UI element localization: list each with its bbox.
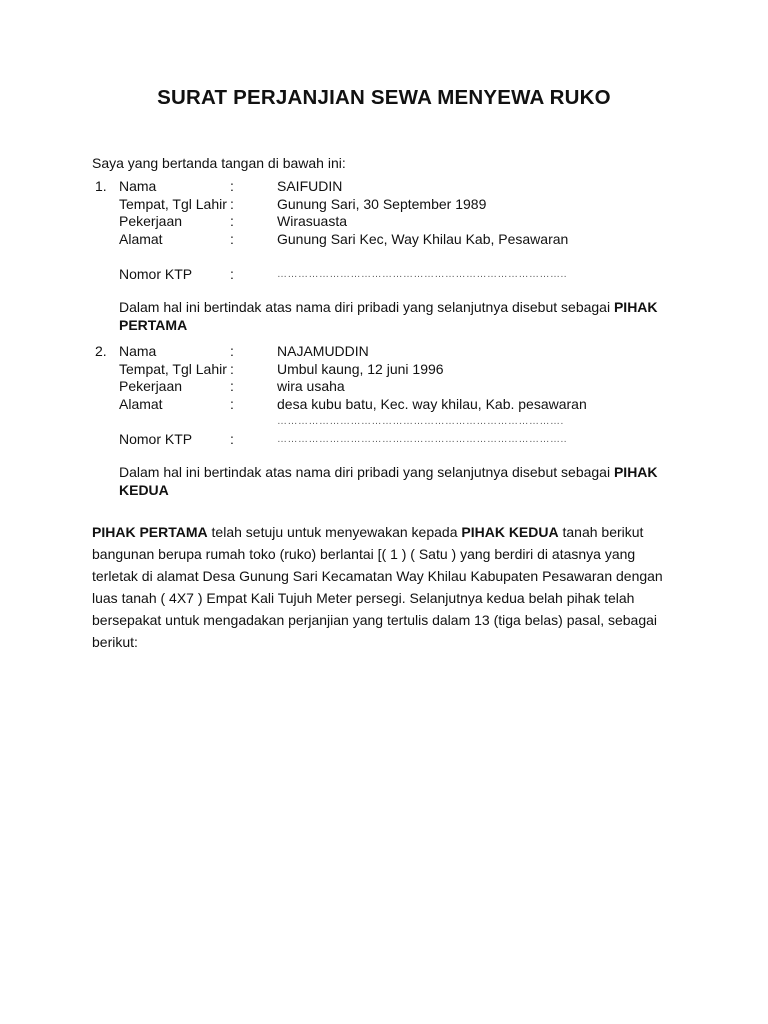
body-text-first: telah setuju untuk menyewakan kepada [207,524,462,540]
party1-ktp-dots: ……………………………………………………………………….. [277,268,568,280]
field-colon: : [230,360,234,377]
field-label: Nama [119,343,157,359]
body-bold-first: PIHAK PERTAMA [92,524,208,540]
party1-birth-value: Gunung Sari, 30 September 1989 [277,195,487,212]
party-first [92,178,692,334]
field-label: Pekerjaan [119,213,183,229]
field-label: Tempat, Tgl Lahir [119,360,227,377]
party-second [92,343,692,499]
party2-statement [119,464,679,499]
document-title: SURAT PERJANJIAN SEWA MENYEWA RUKO [157,86,611,109]
field-label: Pekerjaan [119,378,183,394]
party1-job-value: Wirasuasta [277,213,348,229]
field-label: Nomor KTP [119,265,193,282]
party1-number: 1. [95,178,107,194]
field-colon: : [230,378,234,394]
party1-statement [119,299,679,334]
field-colon: : [230,195,234,212]
body-bold-second: PIHAK KEDUA [461,524,559,540]
field-colon: : [230,395,234,412]
party1-row-ttl [92,196,692,214]
field-label: Alamat [119,395,163,412]
party2-number: 2. [95,343,107,359]
party2-row-ttl [92,361,692,379]
party2-name-value: NAJAMUDDIN [277,343,369,359]
party2-row-alamat [92,396,692,414]
field-colon: : [230,265,234,282]
party1-designation: PIHAK PERTAMA [119,299,658,333]
party2-ktp-dots: ……………………………………………………………………….. [277,433,568,445]
party2-job-value: wira usaha [277,378,345,394]
party2-address-dots: ………………………………………………………………………. [277,416,564,427]
party1-row-nama [92,178,692,196]
party1-row-alamat [92,231,692,249]
agreement-paragraph [92,521,682,653]
field-colon: : [230,430,234,447]
field-colon: : [230,178,234,194]
party2-birth-value: Umbul kaung, 12 juni 1996 [277,360,444,377]
party2-designation: PIHAK KEDUA [119,464,658,498]
statement-text: Dalam hal ini bertindak atas nama diri pribadi yang selanjutnya disebut sebagai [119,299,614,315]
field-label: Alamat [119,230,163,247]
field-colon: : [230,343,234,359]
party2-row-ktp [92,431,692,449]
intro-text: Saya yang bertanda tangan di bawah ini: [92,155,346,171]
field-label: Nama [119,178,157,194]
party2-address-continuation [92,413,692,431]
party2-row-pekerjaan [92,378,692,396]
party1-row-ktp [92,266,692,284]
field-label: Tempat, Tgl Lahir [119,195,227,212]
party1-address-value: Gunung Sari Kec, Way Khilau Kab, Pesawaran [277,230,569,247]
body-text-second: tanah berikut bangunan berupa rumah toko (ruko) berlantai [( 1 ) ( Satu ) yang berdiri di atasnya yang terletak di alamat Desa Gunung Sari Kecamatan Way Khilau Kabupaten Pesawaran dengan luas tanah ( 4X7 ) Empat Kali Tujuh Meter persegi. Selanjutnya kedua belah pihak telah bersepakat untuk mengadakan perjanjian yang tertulis dalam 13 (tiga belas) pasal, sebagai berikut: [92,524,663,650]
party1-name-value: SAIFUDIN [277,178,343,194]
field-colon: : [230,230,234,247]
party2-address-value: desa kubu batu, Kec. way khilau, Kab. pesawaran [277,395,587,412]
field-colon: : [230,213,234,229]
field-label: Nomor KTP [119,430,193,447]
party2-row-nama [92,343,692,361]
party1-row-pekerjaan [92,213,692,231]
statement-text: Dalam hal ini bertindak atas nama diri pribadi yang selanjutnya disebut sebagai [119,464,614,480]
